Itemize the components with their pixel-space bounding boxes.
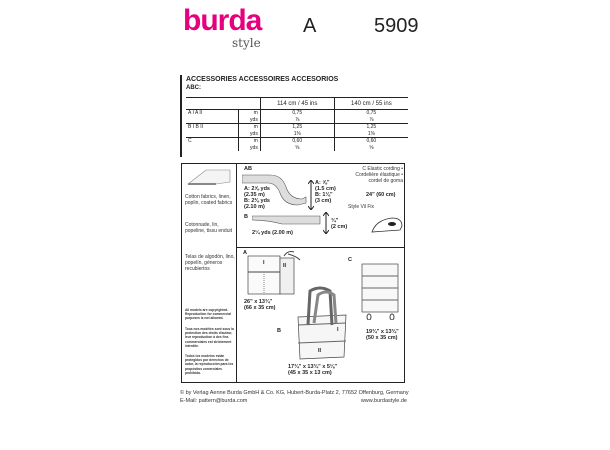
piece-ii-b: II — [318, 348, 322, 354]
cell: 1,25 — [366, 124, 377, 130]
ab-width: A: ⅝" (1.5 cm) B: 1⅛" (3 cm) — [315, 180, 336, 204]
view-letter: A — [303, 15, 317, 37]
view-a-dimensions: 26" x 13¾" (66 x 35 cm) — [244, 299, 276, 311]
accessories-section — [180, 75, 411, 157]
ab-label: AB — [244, 166, 252, 172]
cell: 0,60 — [260, 138, 334, 145]
fabric-icon — [186, 166, 234, 188]
cell: ⅝ — [260, 145, 334, 152]
unit: yds — [239, 117, 261, 124]
unit: yds — [239, 131, 261, 138]
width-arrow-icon — [323, 212, 329, 234]
b-width: ¾" (2 cm) — [331, 218, 348, 230]
cell: 0,75 — [260, 110, 334, 117]
elastic-length: 24" (60 cm) — [366, 192, 396, 198]
col-114: 114 cm / 45 ins — [260, 98, 334, 110]
copyright-es: Todos los modelos están protegidos por derechos de autor, la reproducción para los propósitos comerciales prohibida. — [185, 354, 234, 375]
b-label: B — [244, 214, 248, 220]
fabric-es: Telas de algodón, lino, popelín, géneros recubiertos — [185, 254, 235, 272]
piece-i: I — [263, 260, 265, 266]
email[interactable]: E-Mail: pattern@burda.com — [180, 398, 248, 404]
view-c-drawing — [360, 262, 404, 320]
cell: 1,25 — [260, 124, 334, 131]
footer — [180, 389, 430, 405]
accessories-subtitle: ABC: — [186, 85, 201, 91]
view-b-drawing — [292, 285, 352, 363]
b-length: 2¼ yds (2.00 m) — [252, 230, 293, 236]
copyright-line: © by Verlag Aenne Burda GmbH & Co. KG, Hubert-Burda-Platz 2, 77652 Offenburg, Germany — [180, 390, 409, 396]
bias-tape-drawing — [252, 214, 332, 228]
view-b-label: B — [277, 328, 281, 334]
unit: yds — [239, 145, 261, 152]
pattern-number: 5909 — [374, 15, 419, 37]
unit: m — [239, 110, 261, 117]
col-140: 140 cm / 55 ins — [334, 98, 408, 110]
unit: m — [239, 124, 261, 131]
copyright-en: All models are copyrighted. Reproduction for commercial purposes is not allowed. — [185, 308, 231, 321]
cell: ⅞ — [334, 117, 408, 124]
view-c-label: C — [348, 257, 352, 263]
burda-logo-sub: style — [232, 36, 261, 50]
row-label: A I A II — [186, 110, 239, 117]
cell: 1⅜ — [334, 131, 408, 138]
fabric-en: Cotton fabrics, linen, poplin, coated fabrics — [185, 194, 233, 206]
divider — [237, 247, 405, 248]
piece-ii: II — [283, 263, 287, 269]
unit: m — [239, 138, 261, 145]
ab-yardage: A: 2⅝ yds (2.35 m) B: 2⅜ yds (2.10 m) — [244, 186, 270, 210]
row-label: B I B II — [186, 124, 239, 131]
cell: ⅝ — [369, 144, 374, 151]
copyright-fr: Tous nos modèles sont sous la protection des droits d'auteur, leur reproduction à des fins commerciales est strictement interdite. — [185, 327, 234, 348]
iron-label: Style Vil Fix — [348, 204, 375, 210]
fabric-fr: Cotonnade, lin, popeline, tissu enduit — [185, 222, 232, 234]
accessories-title: ACCESSORIES ACCESSOIRES ACCESORIOS — [186, 76, 339, 83]
view-c-dimensions: 19¾" x 13¾" (50 x 35 cm) — [366, 329, 399, 341]
burda-logo: burda — [183, 4, 262, 37]
website[interactable]: www.burdastyle.de — [360, 398, 407, 404]
row-label: C — [186, 138, 239, 145]
view-b-dimensions: 17¾" x 13¾" x 5⅛" (45 x 35 x 13 cm) — [288, 364, 338, 376]
cell: ⅞ — [260, 117, 334, 124]
cell: 1⅜ — [260, 131, 334, 138]
elastic-cording: C Elastic cording • Cordelière élastique • cordel de goma — [355, 166, 403, 184]
piece-i-b: I — [337, 327, 339, 333]
cell: 0,75 — [366, 110, 377, 116]
iron-icon — [370, 214, 404, 234]
width-arrow-icon — [308, 180, 314, 210]
cell: 0,60 — [366, 138, 377, 144]
view-a-label: A — [243, 250, 247, 256]
yardage-table — [186, 97, 408, 151]
